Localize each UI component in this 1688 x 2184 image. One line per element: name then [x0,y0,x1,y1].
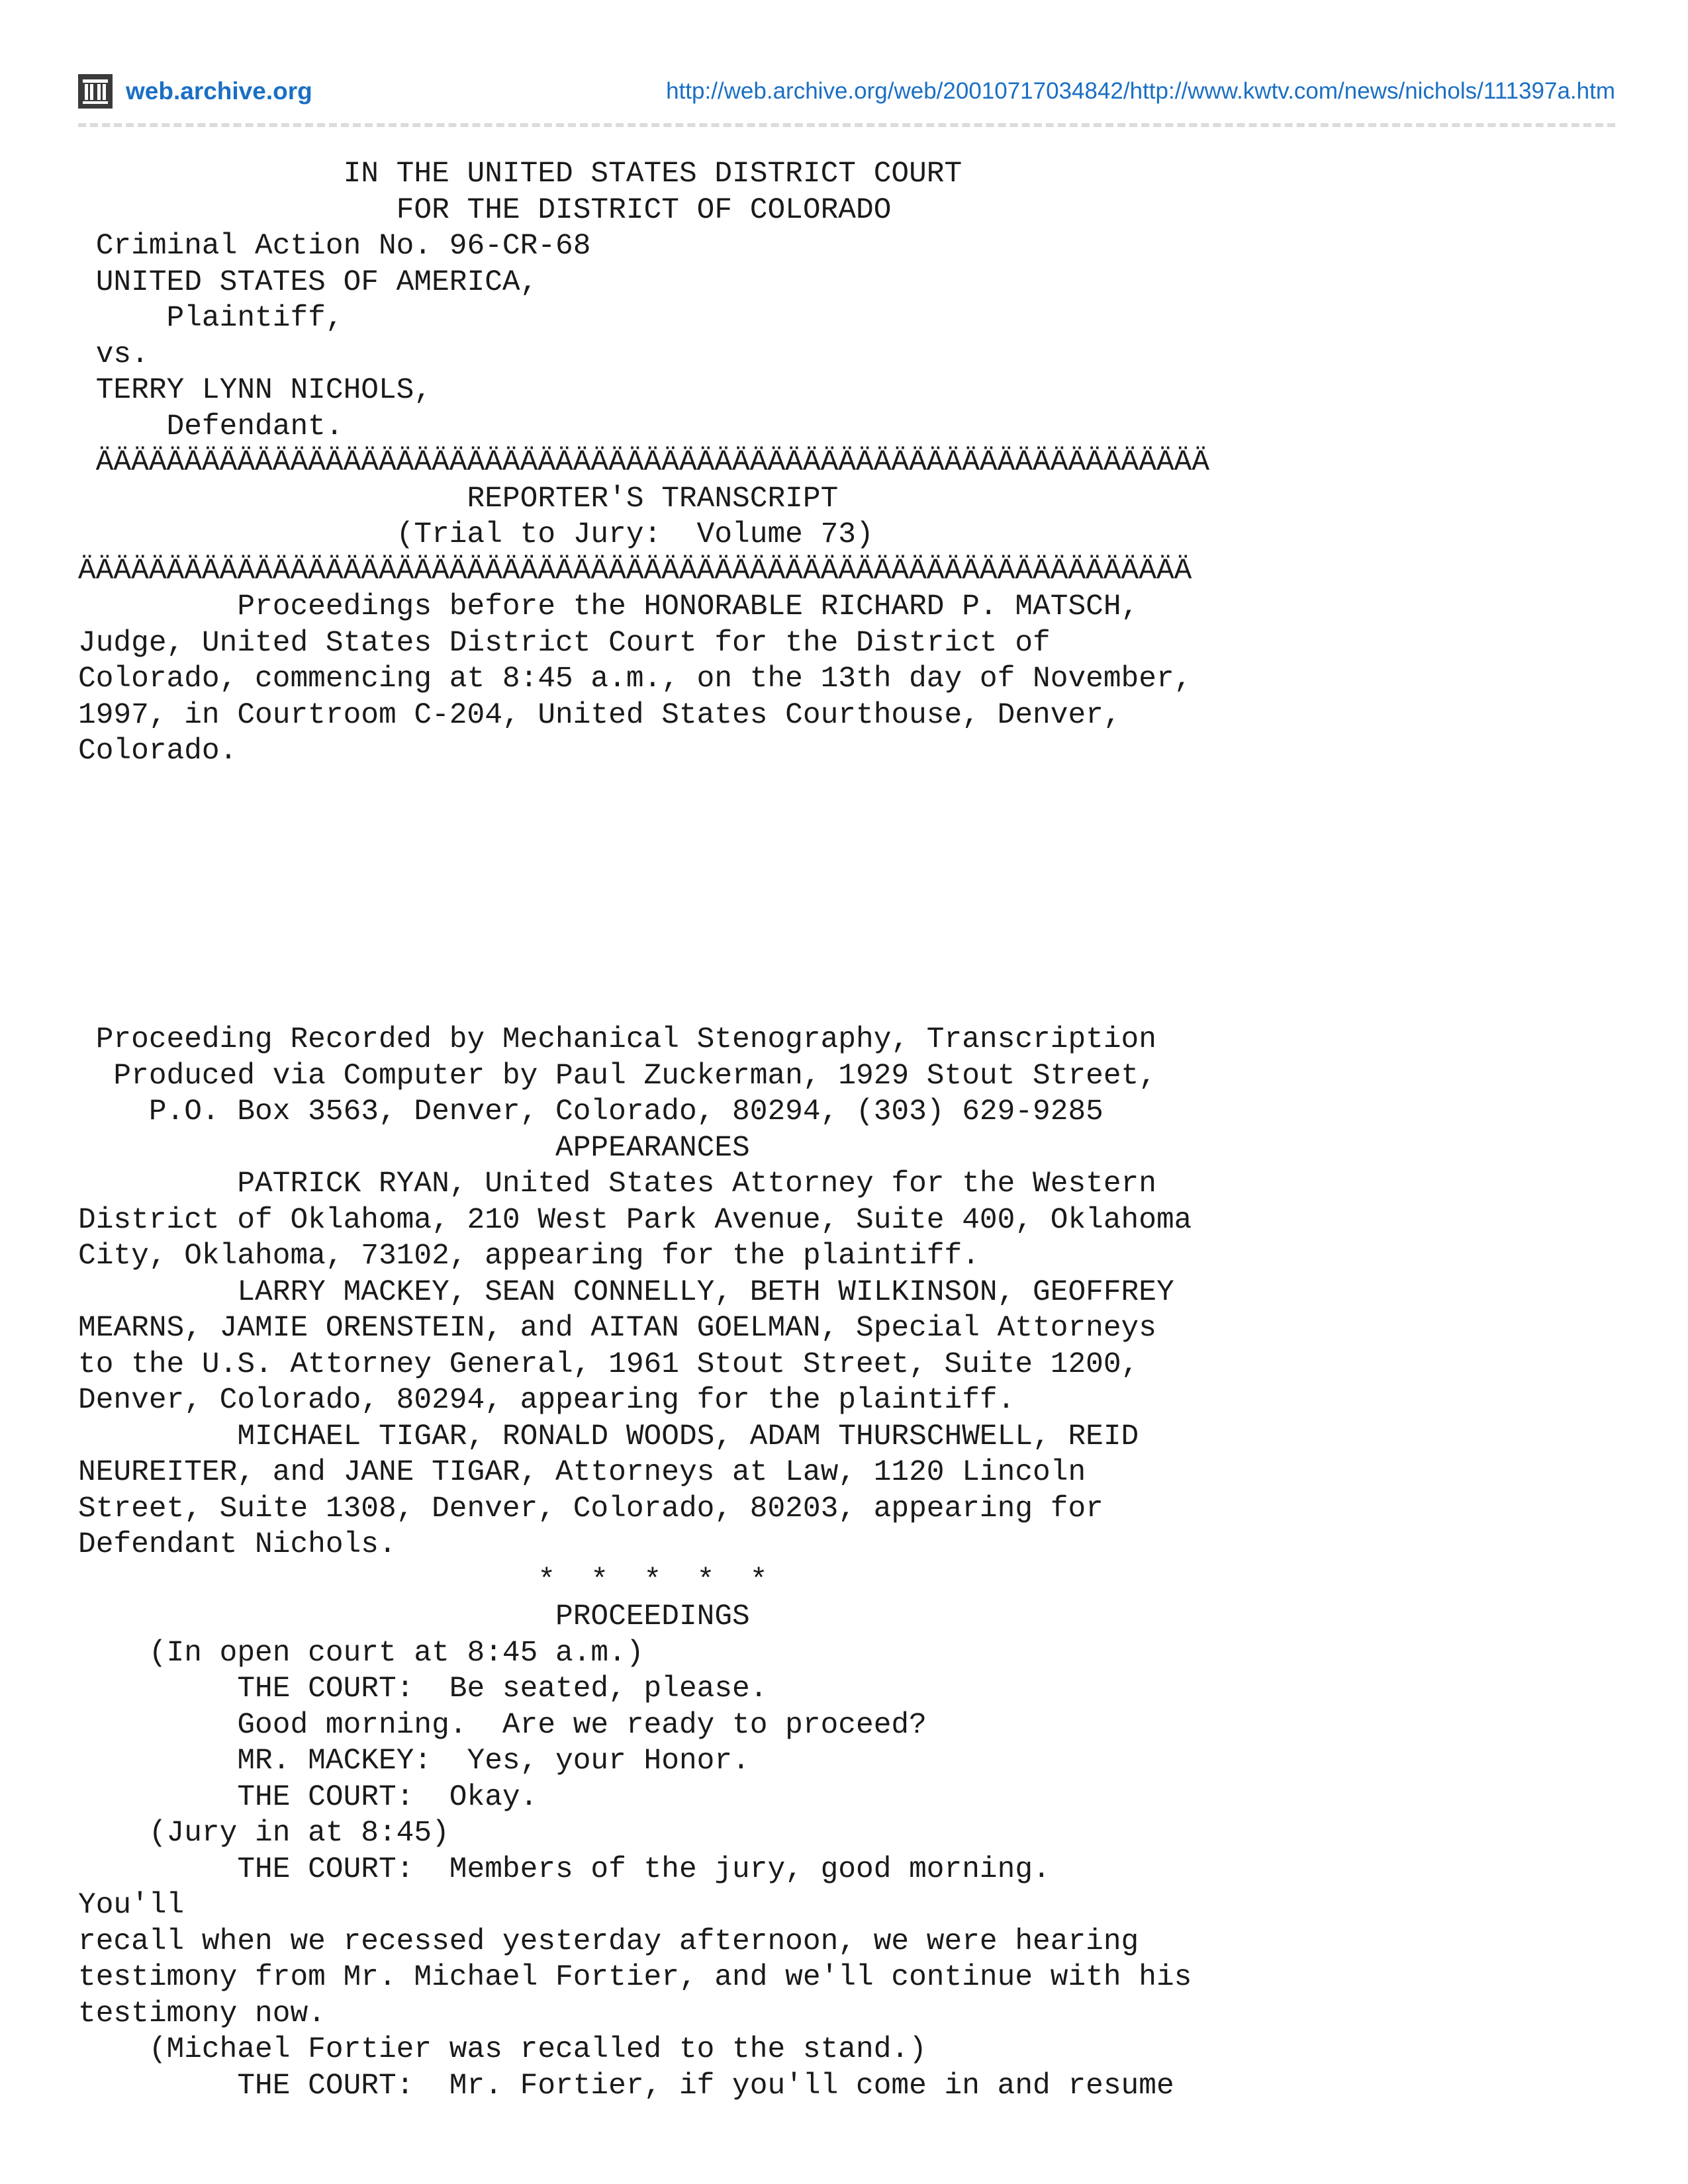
transcript-line: FOR THE DISTRICT OF COLORADO [78,193,892,227]
transcript-line: MICHAEL TIGAR, RONALD WOODS, ADAM THURSCHWELL, REID [78,1420,1139,1453]
transcript-line: REPORTER'S TRANSCRIPT [78,482,839,516]
transcript-line: PATRICK RYAN, United States Attorney for the Western [78,1167,1156,1201]
transcript-line: vs. [78,338,149,371]
transcript-line: Colorado. [78,735,238,768]
transcript-line: (Trial to Jury: Volume 73) [78,518,874,551]
transcript-line: testimony from Mr. Michael Fortier, and we'll continue with his [78,1961,1192,1994]
transcript-line: District of Oklahoma, 210 West Park Avenue, Suite 400, Oklahoma [78,1203,1192,1237]
transcript-line: Proceeding Recorded by Mechanical Stenography, Transcription [78,1023,1156,1056]
transcript-line: THE COURT: Okay. [78,1780,538,1814]
transcript-line: * * * * * [78,1564,768,1598]
transcript-line: Defendant. [78,410,344,443]
transcript-line: APPEARANCES [78,1131,750,1165]
transcript-proceedings-block [78,1022,1615,2104]
transcript-line: Proceedings before the HONORABLE RICHARD P. MATSCH, [78,590,1139,623]
transcript-line: LARRY MACKEY, SEAN CONNELLY, BETH WILKINSON, GEOFFREY [78,1275,1174,1309]
transcript-line: MEARNS, JAMIE ORENSTEIN, and AITAN GOELMAN, Special Attorneys [78,1312,1156,1345]
transcript-line: (Jury in at 8:45) [78,1817,449,1850]
transcript-line: THE COURT: Be seated, please. [78,1672,768,1706]
transcript-line: 1997, in Courtroom C-204, United States Courthouse, Denver, [78,698,1121,732]
archived-page-url-link[interactable]: http://web.archive.org/web/20010717034842/http://www.kwtv.com/news/nichols/111397a.htm [666,78,1615,104]
transcript-line: testimony now. [78,1997,326,2030]
transcript-line: Good morning. Are we ready to proceed? [78,1708,927,1742]
transcript-line: Street, Suite 1308, Denver, Colorado, 80203, appearing for [78,1492,1103,1525]
archive-site-link[interactable]: web.archive.org [126,77,312,105]
transcript-caption-block [78,156,1615,770]
transcript-body [78,156,1615,2104]
transcript-line: ÄÄÄÄÄÄÄÄÄÄÄÄÄÄÄÄÄÄÄÄÄÄÄÄÄÄÄÄÄÄÄÄÄÄÄÄÄÄÄÄÄÄÄÄÄÄÄÄÄÄÄÄÄÄÄÄÄÄÄÄÄÄÄ [78,446,1210,479]
transcript-line: (Michael Fortier was recalled to the stand.) [78,2033,927,2066]
transcript-line: City, Oklahoma, 73102, appearing for the plaintiff. [78,1240,980,1273]
archive-header [78,74,1615,116]
transcript-line: IN THE UNITED STATES DISTRICT COURT [78,158,962,191]
transcript-line: Plaintiff, [78,302,344,335]
transcript-line: Produced via Computer by Paul Zuckerman, 1929 Stout Street, [78,1059,1156,1093]
transcript-line: PROCEEDINGS [78,1600,750,1633]
transcript-line: recall when we recessed yesterday afternoon, we were hearing [78,1925,1139,1958]
transcript-line: You'll [78,1889,185,1922]
transcript-line: Defendant Nichols. [78,1528,397,1561]
transcript-line: ÄÄÄÄÄÄÄÄÄÄÄÄÄÄÄÄÄÄÄÄÄÄÄÄÄÄÄÄÄÄÄÄÄÄÄÄÄÄÄÄÄÄÄÄÄÄÄÄÄÄÄÄÄÄÄÄÄÄÄÄÄÄÄ [78,554,1192,588]
transcript-line: NEUREITER, and JANE TIGAR, Attorneys at Law, 1120 Lincoln [78,1456,1086,1489]
transcript-line: Colorado, commencing at 8:45 a.m., on the 13th day of November, [78,662,1192,696]
transcript-line: THE COURT: Members of the jury, good morning. [78,1852,1051,1886]
transcript-line: TERRY LYNN NICHOLS, [78,374,432,407]
transcript-line: THE COURT: Mr. Fortier, if you'll come in and resume [78,2069,1174,2103]
transcript-line: to the U.S. Attorney General, 1961 Stout Street, Suite 1200, [78,1347,1139,1381]
transcript-line: UNITED STATES OF AMERICA, [78,265,538,299]
transcript-line: (In open court at 8:45 a.m.) [78,1636,644,1670]
archive-building-icon[interactable] [78,74,113,109]
transcript-line: Judge, United States District Court for the District of [78,626,1051,660]
header-divider [78,123,1615,127]
transcript-line: Criminal Action No. 96-CR-68 [78,230,591,263]
page-gap [78,770,1615,1023]
transcript-line: Denver, Colorado, 80294, appearing for the plaintiff. [78,1384,1015,1417]
transcript-line: MR. MACKEY: Yes, your Honor. [78,1745,750,1778]
transcript-line: P.O. Box 3563, Denver, Colorado, 80294, (303) 629-9285 [78,1095,1103,1128]
